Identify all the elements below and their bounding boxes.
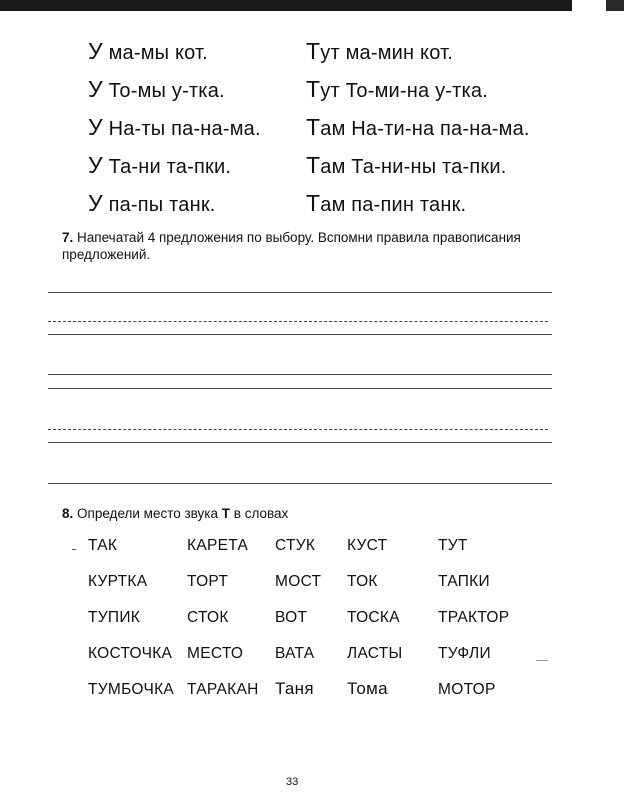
word-item: ТАПКИ bbox=[438, 573, 490, 590]
writing-line-6[interactable] bbox=[48, 483, 552, 484]
word-item: ВАТА bbox=[275, 645, 315, 662]
task-8-text-before: Определи место звука bbox=[77, 506, 222, 521]
reading-right-5: Там па-пин танк. bbox=[306, 190, 467, 216]
task-7-number: 7. bbox=[62, 230, 74, 245]
scan-speck bbox=[536, 660, 548, 661]
task-8-instruction bbox=[62, 506, 288, 521]
reading-left-1: У ма-мы кот. bbox=[88, 38, 208, 64]
task-8-text-after: в словах bbox=[230, 506, 289, 521]
word-item: СТОК bbox=[187, 609, 229, 626]
word-item: ТОК bbox=[347, 573, 378, 590]
word-item: КУРТКА bbox=[88, 573, 148, 590]
task-7-instruction bbox=[62, 229, 562, 263]
word-item: ВОТ bbox=[275, 609, 308, 626]
word-item: КАРЕТА bbox=[187, 537, 249, 554]
writing-line-3[interactable] bbox=[48, 374, 552, 375]
reading-left-2: У То-мы у-тка. bbox=[88, 76, 225, 102]
word-item: Тома bbox=[347, 679, 388, 698]
writing-line-1[interactable] bbox=[48, 292, 552, 293]
word-item: ТОСКА bbox=[347, 609, 400, 626]
writing-line-2[interactable] bbox=[48, 334, 552, 335]
writing-line-5[interactable] bbox=[48, 442, 552, 443]
word-item: ТУФЛИ bbox=[438, 645, 491, 662]
word-item: ЛАСТЫ bbox=[347, 645, 403, 662]
reading-right-1: Тут ма-мин кот. bbox=[306, 38, 453, 64]
word-item: ТУТ bbox=[438, 537, 468, 554]
word-item: ТАК bbox=[88, 537, 118, 554]
word-item: ТУМБОЧКА bbox=[88, 681, 175, 698]
task-7-text: Напечатай 4 предложения по выбору. Вспомни правила правописания предложений. bbox=[62, 230, 521, 262]
writing-midline-2 bbox=[48, 429, 548, 430]
word-item: ТОРТ bbox=[187, 573, 229, 590]
reading-right-4: Там Та-ни-ны та-пки. bbox=[306, 152, 507, 178]
scan-speck bbox=[72, 549, 76, 550]
word-item: СТУК bbox=[275, 537, 316, 554]
reading-right-2: Тут То-ми-на у-тка. bbox=[306, 76, 489, 102]
word-item: Таня bbox=[275, 679, 314, 698]
writing-midline-1 bbox=[48, 321, 548, 322]
word-item: МОТОР bbox=[438, 681, 496, 698]
word-item: ТУПИК bbox=[88, 609, 141, 626]
task-8-sound: Т bbox=[221, 506, 231, 521]
word-item: ТРАКТОР bbox=[438, 609, 510, 626]
task-8-number: 8. bbox=[62, 506, 74, 521]
writing-line-4[interactable] bbox=[48, 388, 552, 389]
page-number: 33 bbox=[286, 776, 299, 788]
top-border-rule bbox=[0, 0, 572, 11]
reading-left-3: У На-ты па-на-ма. bbox=[88, 114, 261, 140]
word-item: МЕСТО bbox=[187, 645, 244, 662]
word-item: КУСТ bbox=[347, 537, 388, 554]
word-item: ТАРАКАН bbox=[187, 681, 259, 698]
word-item: МОСТ bbox=[275, 573, 322, 590]
corner-mark bbox=[606, 0, 624, 11]
reading-right-3: Там На-ти-на па-на-ма. bbox=[306, 114, 530, 140]
reading-left-5: У па-пы танк. bbox=[88, 190, 216, 216]
reading-left-4: У Та-ни та-пки. bbox=[88, 152, 232, 178]
word-item: КОСТОЧКА bbox=[88, 645, 173, 662]
